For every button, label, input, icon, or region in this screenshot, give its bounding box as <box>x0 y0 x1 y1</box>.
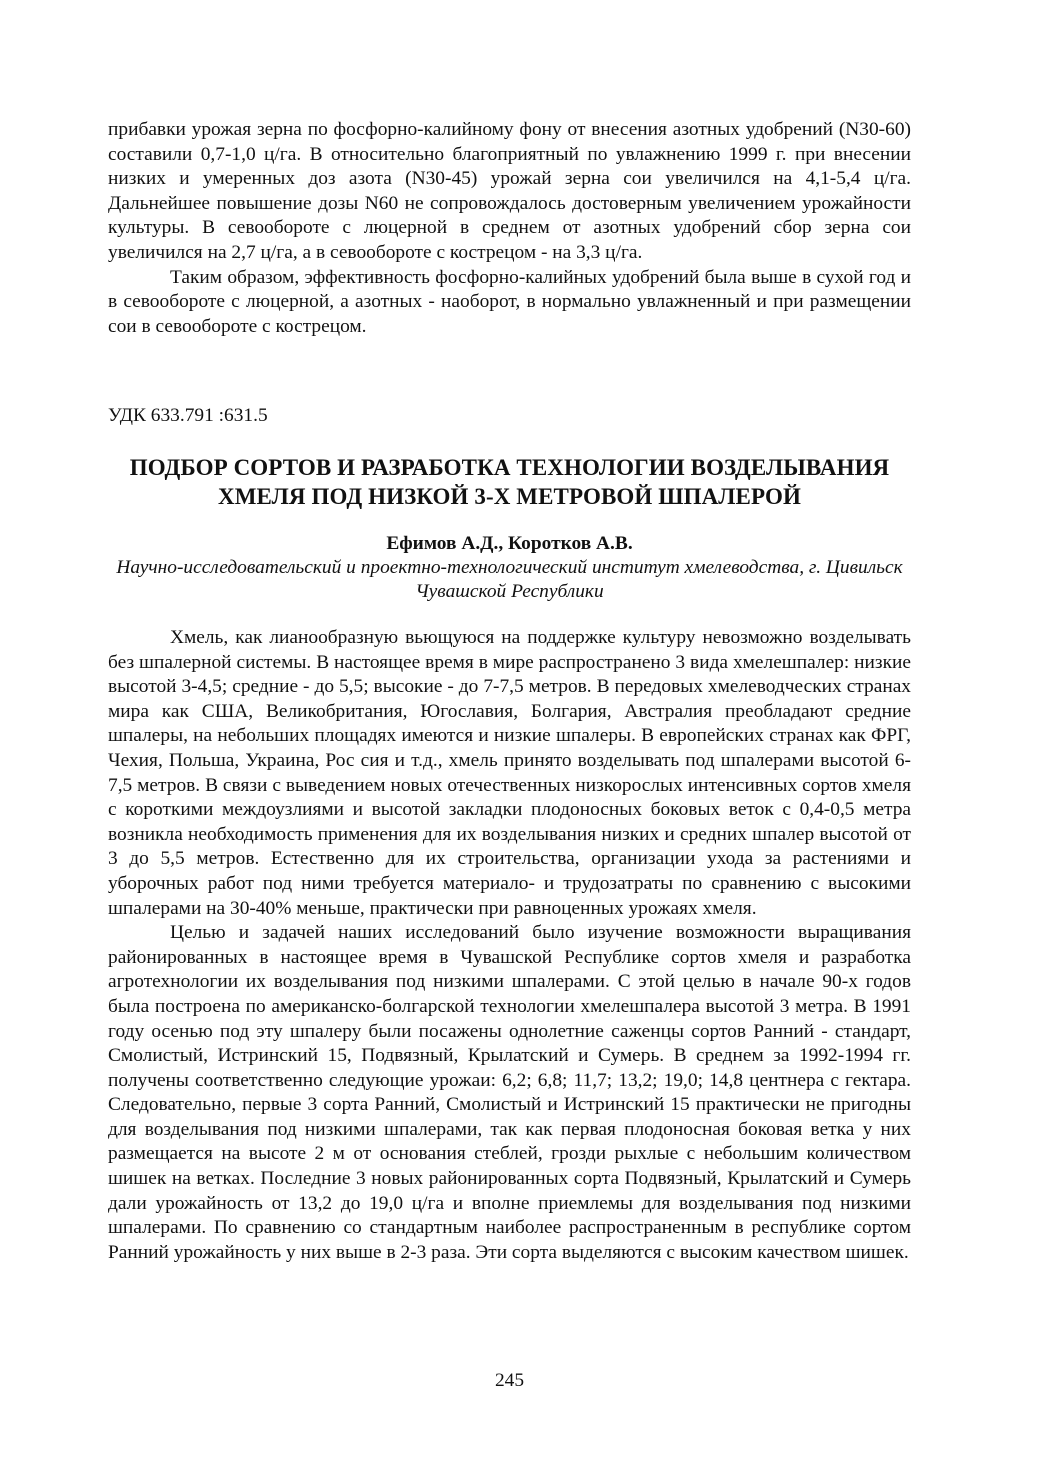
previous-article-conclusion: Таким образом, эффективность фосфорно-калийных удобрений была выше в сухой год и в севообороте с люцерной, а азотных - наоборот, в нормально увлажненный и при размещении сои в севообороте с кострецом. <box>108 266 911 337</box>
previous-article-paragraph-1: прибавки урожая зерна по фосфорно-калийному фону от внесения азотных удобрений (N30-60) составили 0,7-1,0 ц/га. В относительно благоприятный по увлажнению 1999 г. при внесении низких и умеренных доз азота (N30-45) урожай зерна сои увеличился на 4,1-5,4 ц/га. Дальнейшее повышение дозы N60 не сопровождалось достоверным увеличением урожайности культуры. В севообороте с люцерной в среднем от азотных удобрений сбор зерна сои увеличился на 2,7 ц/га, а в севообороте с кострецом - на 3,3 ц/га. <box>108 119 911 263</box>
article-paragraph-2: Целью и задачей наших исследований было изучение возможности выращивания районированных в настоящее время в Чувашской Республике сортов хмеля и разработка агротехнологии их возделывания под низкими шпалерами. С этой целью в начале 90-х годов была построена по американско-болгарской технологии хмелешпалера высотой 3 метра. В 1991 году осенью под эту шпалеру были посажены однолетние саженцы сортов Ранний - стандарт, Смолистый, Истринский 15, Подвязный, Крылатский и Сумерь. В среднем за 1992-1994 гг. получены соответственно следующие урожаи: 6,2; 6,8; 11,7; 13,2; 19,0; 14,8 центнера с гектара. Следовательно, первые 3 сорта Ранний, Смолистый и Истринский 15 практически не пригодны для возделывания под низкими шпалерами, так как первая плодоносная боковая ветка у них размещается на высоте 2 м от основания стеблей, грозди рыхлые с небольшим количеством шишек на ветках. Последние 3 новых районированных сорта Подвязный, Крылатский и Сумерь дали урожайность от 13,2 до 19,0 ц/га и вполне приемлемы для возделывания под низкими шпалерами. По сравнению со стандартным наиболее распространенным в республике сортом Ранний урожайность у них выше в 2-3 раза. Эти сорта выделяются с высоким качеством шишек. <box>108 922 911 1263</box>
article-paragraph-1: Хмель, как лианообразную вьющуюся на поддержке культуру невозможно возделывать без шпалерной системы. В настоящее время в мире распространено 3 вида хмелешпалер: низкие высотой 3-4,5; средние - до 5,5; высокие - до 7-7,5 метров. В передовых хмелеводческих странах мира как США, Великобритания, Югославия, Болгария, Австралия преобладают средние шпалеры, на небольших площадях имеются и низкие шпалеры. В европейских странах как ФРГ, Чехия, Польша, Украина, Рос сия и т.д., хмель принято возделывать под шпалерами высотой 6-7,5 метров. В связи с выведением новых отечественных низкорослых интенсивных сортов хмеля с короткими междоузлиями и высотой закладки плодоносных боковых веток с 0,4-0,5 метра возникла необходимость применения для их возделывания низких и средних шпалер высотой от 3 до 5,5 метров. Естественно для их строительства, организации ухода за растениями и уборочных работ под ними требуется материало- и трудозатраты по сравнению с высокими шпалерами на 30-40% меньше, практически при равноценных урожаях хмеля. <box>108 627 911 919</box>
article-body <box>108 626 911 1265</box>
page-number: 245 <box>494 1370 525 1391</box>
previous-article-tail <box>108 118 911 339</box>
article-authors: Ефимов А.Д., Коротков А.В. <box>386 533 633 554</box>
article-title: ПОДБОР СОРТОВ И РАЗРАБОТКА ТЕХНОЛОГИИ ВОЗДЕЛЫВАНИЯ ХМЕЛЯ ПОД НИЗКОЙ 3-Х МЕТРОВОЙ ШПАЛЕРОЙ <box>129 455 890 509</box>
author-affiliation: Научно-исследовательский и проектно-технологический институт хмелеводства, г. Цивильск Чувашской Республики <box>116 557 903 602</box>
udk-code: УДК 633.791 :631.5 <box>108 405 268 426</box>
